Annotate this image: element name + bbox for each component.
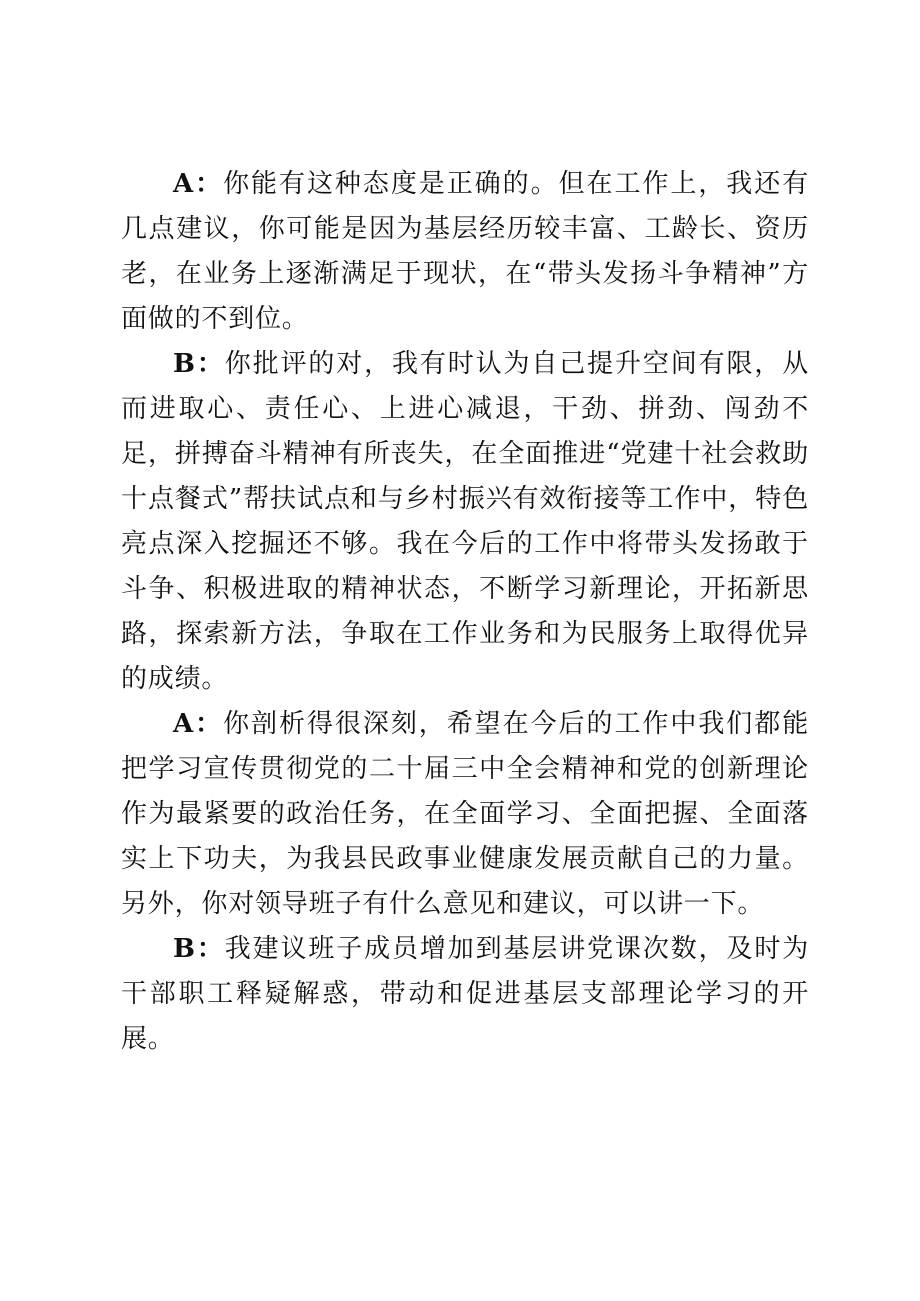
speaker-label: B： <box>173 349 225 379</box>
paragraph-a-2 <box>121 702 809 927</box>
paragraph-text: 你剖析得很深刻，希望在今后的工作中我们都能把学习宣传贯彻党的二十届三中全会精神和党的创新理论作为最紧要的政治任务，在全面学习、全面把握、全面落实上下功夫，为我县民政事业健康发展贡献自己的力量。另外，你对领导班子有什么意见和建议，可以讲一下。 <box>121 709 809 919</box>
paragraph-a-1 <box>121 162 809 342</box>
paragraph-text: 你能有这种态度是正确的。但在工作上，我还有几点建议，你可能是因为基层经历较丰富、工龄长、资历老，在业务上逐渐满足于现状，在“带头发扬斗争精神”方面做的不到位。 <box>121 169 809 334</box>
speaker-label: B： <box>173 934 225 964</box>
paragraph-text: 你批评的对，我有时认为自己提升空间有限，从而进取心、责任心、上进心减退，干劲、拼劲、闯劲不足，拼搏奋斗精神有所丧失，在全面推进“党建十社会救助十点餐式”帮扶试点和与乡村振兴有效衔接等工作中，特色亮点深入挖掘还不够。我在今后的工作中将带头发扬敢于斗争、积极进取的精神状态，不断学习新理论，开拓新思路，探索新方法，争取在工作业务和为民服务上取得优异的成绩。 <box>121 349 809 694</box>
paragraph-text: 我建议班子成员增加到基层讲党课次数，及时为干部职工释疑解惑，带动和促进基层支部理论学习的开展。 <box>121 934 809 1054</box>
dialogue-body <box>121 162 809 1062</box>
speaker-label: A： <box>173 169 224 199</box>
speaker-label: A： <box>173 709 224 739</box>
paragraph-b-1 <box>121 342 809 702</box>
paragraph-b-2 <box>121 927 809 1062</box>
